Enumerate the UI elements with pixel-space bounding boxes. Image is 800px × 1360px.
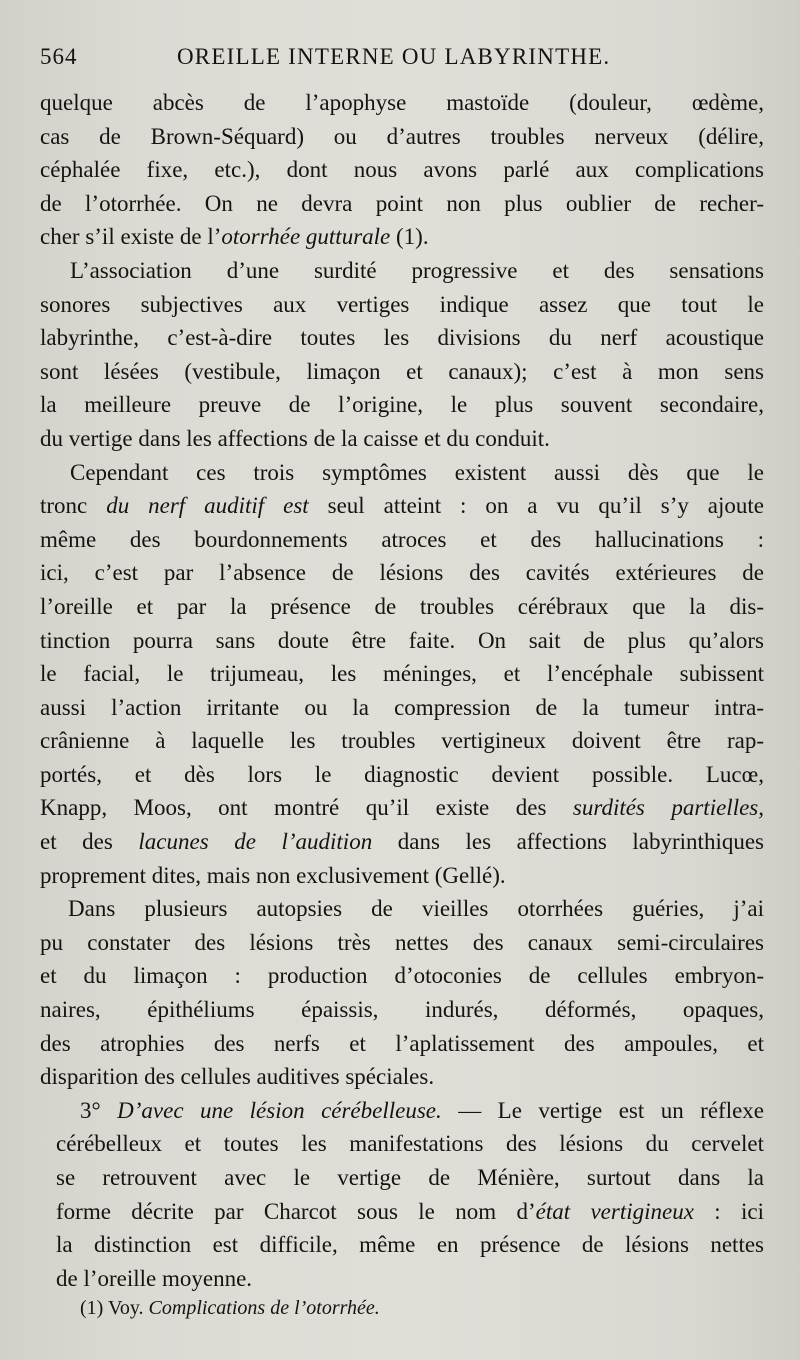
text-line: céphalée fixe, etc.), dont nous avons parlé aux complications [40,157,764,183]
text-line: se retrouvent avec le vertige de Ménière, surtout dans la [56,1165,764,1190]
italic-term: du nerf auditif est [106,493,309,519]
text-line: des atrophies des nerfs et l’aplatissement des ampoules, et [40,1030,764,1056]
body-text [40,86,764,1295]
text-segment: : ici [693,1198,764,1224]
text-line: de l’otorrhée. On ne devra point non plus oublier de recher- [40,190,764,216]
running-title: OREILLE INTERNE OU LABYRINTHE. [177,44,611,69]
text-line: naires, épithéliums épaissis, indurés, déformés, opaques, [40,997,764,1023]
italic-term: otorrhée gutturale [221,224,391,250]
text-segment: dans les affections labyrinthiques [372,829,765,855]
text-line: ici, c’est par l’absence de lésions des cavités extérieures de [40,560,764,586]
page-header [40,44,740,74]
text-line: disparition des cellules auditives spéciales. [40,1064,435,1090]
text-line: la meilleure preuve de l’origine, le plus souvent secondaire, [40,392,764,418]
text-line: proprement dites, mais non exclusivement (Gellé). [40,862,506,888]
text-line: portés, et dès lors le diagnostic devient possible. Lucœ, [40,761,764,787]
text-segment: (1). [390,224,429,250]
text-line: aussi l’action irritante ou la compression de la tumeur intra- [40,694,764,720]
italic-term: surdités partielles, [572,795,764,821]
footnote [80,1294,680,1322]
text-segment: Knapp, Moos, ont montré qu’il existe des [40,795,573,821]
text-line: cas de Brown-Séquard) ou d’autres troubles nerveux (délire, [40,123,764,149]
text-line: et du limaçon : production d’otoconies de cellules embryon- [40,963,764,989]
text-line: du vertige dans les affections de la caisse et du conduit. [40,425,550,451]
text-line: Dans plusieurs autopsies de vieilles otorrhées guéries, j’ai [68,896,764,922]
text-line: cérébelleux et toutes les manifestations des lésions du cervelet [56,1131,764,1157]
text-line [40,220,764,254]
text-line [40,1195,764,1229]
text-segment: tronc [40,493,107,519]
text-line [40,1094,764,1128]
text-line: même des bourdonnements atroces et des hallucinations : [40,526,764,552]
text-line: l’oreille et par la présence de troubles cérébraux que la dis- [40,593,764,619]
italic-term: état vertigineux [535,1198,694,1224]
text-line: L’association d’une surdité progressive et des sensations [70,257,764,283]
text-line: Cependant ces trois symptômes existent aussi dès que le [70,459,764,485]
text-segment: et des [40,829,139,855]
text-line: la distinction est difficile, même en présence de lésions nettes [56,1232,764,1258]
text-line: crânienne à laquelle les troubles vertigineux doivent être rap- [40,728,764,754]
text-line [40,791,764,825]
text-line: le facial, le trijumeau, les méninges, et l’encéphale subissent [40,661,764,687]
text-line [40,489,764,523]
text-line: labyrinthe, c’est-à-dire toutes les divisions du nerf acoustique [40,325,764,351]
text-segment: 3° [80,1097,118,1123]
italic-heading: D’avec une lésion cérébelleuse. [117,1097,442,1123]
italic-term: lacunes de l’audition [138,829,373,855]
text-line: pu constater des lésions très nettes des canaux semi-circulaires [40,929,764,955]
text-line: de l’oreille moyenne. [56,1265,253,1291]
page-number: 564 [40,44,78,69]
text-line [40,825,764,859]
text-line: sont lésées (vestibule, limaçon et canaux); c’est à mon sens [40,358,764,384]
text-segment: forme décrite par Charcot sous le nom d’ [56,1198,536,1224]
text-line: sonores subjectives aux vertiges indique assez que tout le [40,291,764,317]
footnote-marker: (1) Voy. [80,1297,149,1319]
footnote-text: Complications de l’otorrhée. [148,1297,380,1319]
text-segment: cher s’il existe de l’ [40,224,222,250]
text-line: tinction pourra sans doute être faite. On sait de plus qu’alors [40,627,764,653]
text-segment: seul atteint : on a vu qu’il s’y ajoute [308,493,764,519]
text-line: quelque abcès de l’apophyse mastoïde (douleur, œdème, [40,90,764,115]
text-segment: — Le vertige est un réflexe [441,1097,765,1123]
